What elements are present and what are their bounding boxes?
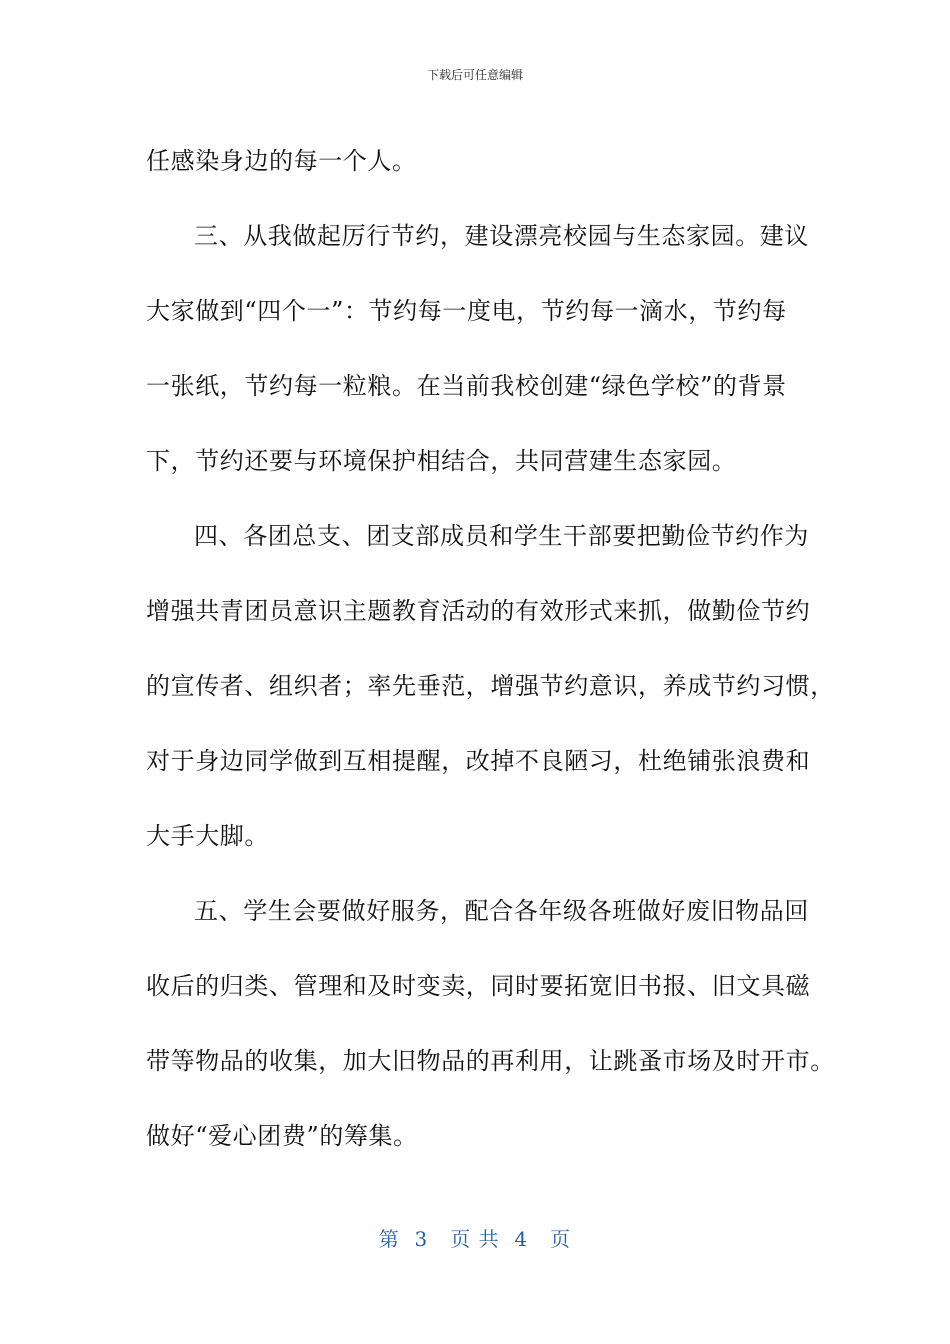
paragraph-line: 大家做到“四个一”：节约每一度电，节约每一滴水，节约每 xyxy=(146,297,787,325)
paragraph-line: 做好“爱心团费”的筹集。 xyxy=(146,1122,418,1150)
paragraph-line: 带等物品的收集，加大旧物品的再利用，让跳蚤市场及时开市。 xyxy=(146,1047,835,1075)
paragraph-line: 对于身边同学做到互相提醒，改掉不良陋习，杜绝铺张浪费和 xyxy=(146,747,811,775)
paragraph-line: 四、各团总支、团支部成员和学生干部要把勤俭节约作为 xyxy=(194,522,809,550)
document-body xyxy=(146,124,835,1174)
paragraph-line: 大手大脚。 xyxy=(146,822,269,850)
paragraph-line: 一张纸，节约每一粒粮。在当前我校创建“绿色学校”的背景 xyxy=(146,372,787,400)
paragraph-line: 的宣传者、组织者；率先垂范，增强节约意识，养成节约习惯， xyxy=(146,672,835,700)
paragraph-line: 增强共青团员意识主题教育活动的有效形式来抓，做勤俭节约 xyxy=(146,597,811,625)
page-number-footer: 第 3 页 共 4 页 xyxy=(378,1227,572,1251)
paragraph-line: 下，节约还要与环境保护相结合，共同营建生态家园。 xyxy=(146,447,737,475)
paragraph-line: 三、从我做起厉行节约，建设漂亮校园与生态家园。建议 xyxy=(194,222,809,250)
page-header-note: 下载后可任意编辑 xyxy=(426,68,523,82)
paragraph-line: 任感染身边的每一个人。 xyxy=(146,147,417,175)
paragraph-line: 收后的归类、管理和及时变卖，同时要拓宽旧书报、旧文具磁 xyxy=(146,972,811,1000)
paragraph-line: 五、学生会要做好服务，配合各年级各班做好废旧物品回 xyxy=(194,897,809,925)
